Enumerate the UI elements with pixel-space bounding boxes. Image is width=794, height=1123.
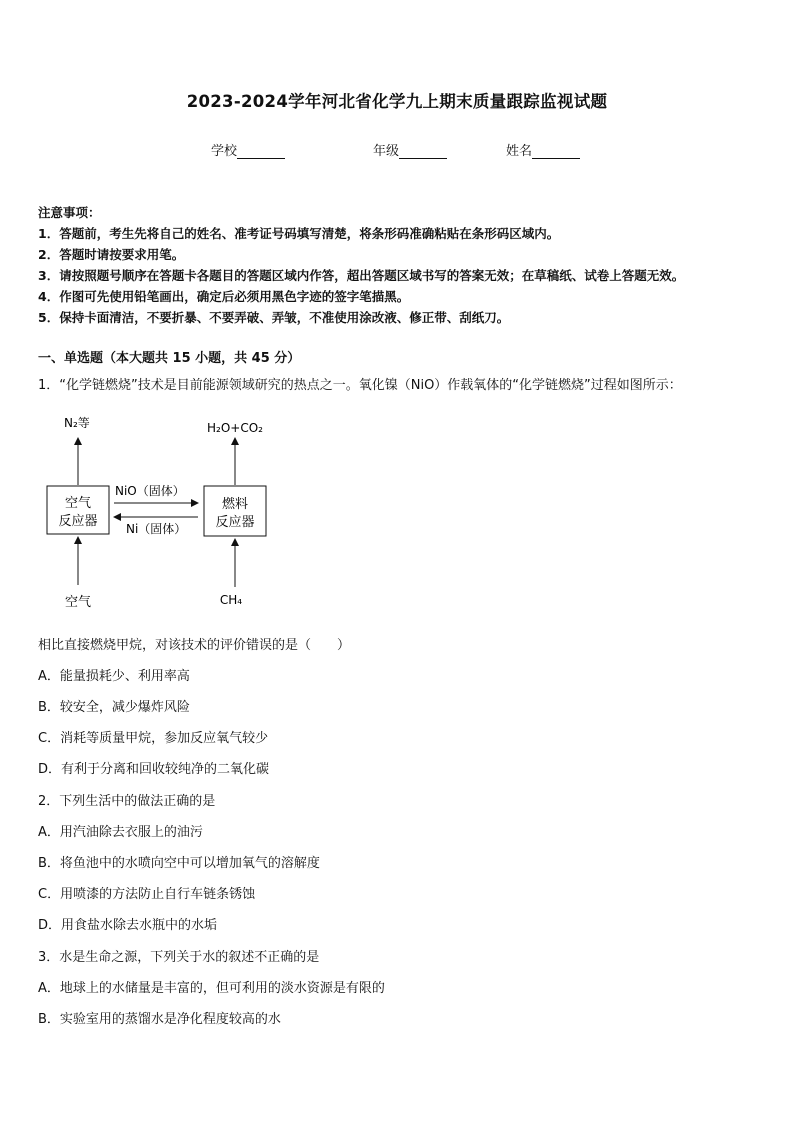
ni-label: Ni（固体） (126, 522, 187, 536)
right-box-line2: 反应器 (215, 515, 255, 530)
right-top-label: H₂O+CO₂ (207, 421, 263, 435)
nio-label: NiO（固体） (115, 484, 185, 498)
note-item: 4．作图可先使用铅笔画出，确定后必须用黑色字迹的签字笔描黑。 (38, 289, 410, 304)
q1-option-d: D．有利于分离和回收较纯净的二氧化碳 (38, 762, 270, 777)
grade-field: 年级 (373, 140, 447, 159)
q3-option-a: A．地球上的水储量是丰富的，但可利用的淡水资源是有限的 (38, 981, 385, 996)
q1-option-c: C．消耗等质量甲烷，参加反应氧气较少 (38, 731, 269, 746)
right-bottom-label: CH₄ (219, 593, 243, 607)
left-box-line2: 反应器 (58, 514, 98, 529)
note-item: 5．保持卡面清洁，不要折暴、不要弄破、弄皱，不准使用涂改液、修正带、刮纸刀。 (38, 310, 510, 325)
q1-option-a: A．能量损耗少、利用率高 (38, 669, 190, 684)
chemical-looping-diagram (40, 405, 300, 615)
q2-option-c: C．用喷漆的方法防止自行车链条锈蚀 (38, 887, 256, 902)
notes (38, 202, 684, 328)
q3-option-b: B．实验室用的蒸馏水是净化程度较高的水 (38, 1012, 281, 1027)
left-bottom-label: 空气 (64, 595, 92, 610)
name-field: 姓名 (506, 140, 580, 159)
left-box-line1: 空气 (64, 496, 92, 511)
school-field: 学校 (211, 140, 285, 159)
q3-stem: 3．水是生命之源，下列关于水的叙述不正确的是 (38, 950, 320, 965)
q2-option-b: B．将鱼池中的水喷向空中可以增加氧气的溶解度 (38, 856, 320, 871)
note-item: 3．请按照题号顺序在答题卡各题目的答题区域内作答，超出答题区域书写的答案无效；在草稿纸、试卷上答题无效。 (38, 268, 685, 283)
notes-heading: 注意事项： (38, 205, 101, 220)
q2-option-a: A．用汽油除去衣服上的油污 (38, 825, 203, 840)
q2-option-d: D．用食盐水除去水瓶中的水垢 (38, 918, 218, 933)
q2-stem: 2．下列生活中的做法正确的是 (38, 794, 216, 809)
note-item: 2．答题时请按要求用笔。 (38, 247, 185, 262)
q1-stem: 1．“化学链燃烧”技术是目前能源领域研究的热点之一。氧化镍（NiO）作载氧体的“化学链燃烧”过程如图所示： (38, 378, 682, 393)
note-item: 1．答题前，考生先将自己的姓名、准考证号码填写清楚，将条形码准确粘贴在条形码区域内。 (38, 226, 560, 241)
q1-question: 相比直接燃烧甲烷，对该技术的评价错误的是（ ） (38, 638, 351, 653)
left-top-label: N₂等 (64, 416, 90, 430)
section-heading: 一、单选题（本大题共 15 小题，共 45 分） (38, 351, 301, 366)
exam-title: 2023-2024学年河北省化学九上期末质量跟踪监视试题 (186, 92, 608, 111)
right-box-line1: 燃料 (221, 497, 249, 512)
q1-option-b: B．较安全，减少爆炸风险 (38, 700, 190, 715)
